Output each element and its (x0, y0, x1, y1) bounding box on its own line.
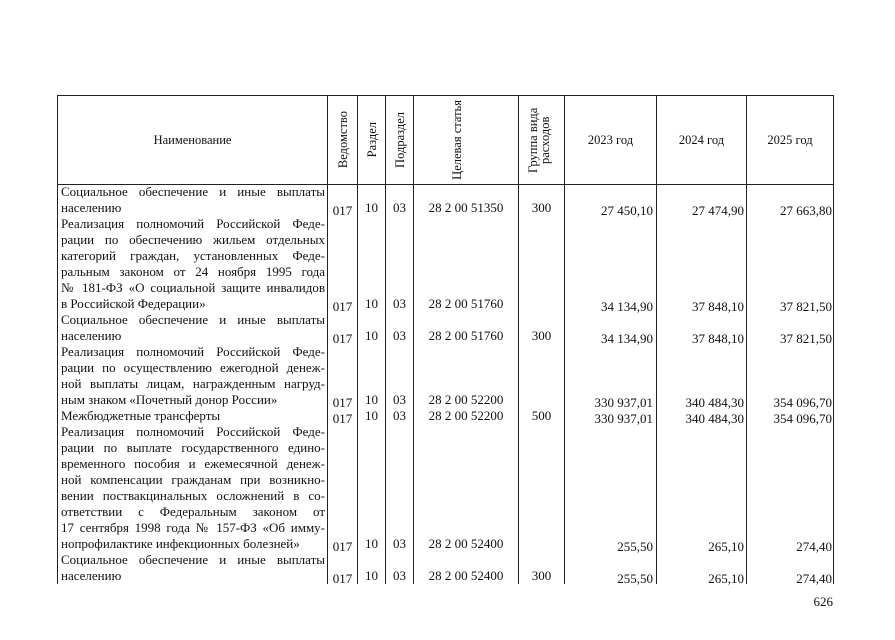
cell-cs: 28 2 00 52400 (428, 536, 504, 551)
row-name (61, 312, 325, 344)
row-name (61, 184, 325, 216)
cell-cs: 28 2 00 52400 (428, 568, 504, 583)
cell-pod: 03 (393, 536, 406, 551)
column-divider (656, 184, 657, 584)
header-podrazdel (386, 96, 414, 184)
cell-ved: 017 (332, 539, 353, 554)
column-divider (518, 184, 519, 584)
header-celevaya (414, 96, 519, 184)
page-number: 626 (813, 594, 833, 609)
column-divider (357, 184, 358, 584)
cell-cs: 28 2 00 52200 (428, 408, 504, 423)
header-2025-label: 2025 год (767, 132, 813, 147)
header-razdel-label: Раздел (364, 122, 379, 158)
cell-raz: 10 (365, 392, 378, 407)
cell-v2025: 274,40 (796, 539, 832, 554)
header-vedomstvo (328, 96, 358, 184)
cell-v2024: 37 848,10 (692, 299, 744, 314)
cell-pod: 03 (393, 408, 406, 423)
row-name-line: населению (61, 200, 122, 215)
header-razdel (358, 96, 386, 184)
row-name-line: ральным законом от 24 ноября 1995 года (61, 264, 325, 279)
header-vedomstvo-label: Ведомство (335, 111, 350, 169)
cell-pod: 03 (393, 568, 406, 583)
cell-v2025: 27 663,80 (780, 203, 832, 218)
row-name-line: ным знаком «Почетный донор России» (61, 392, 278, 407)
header-2025 (747, 96, 833, 184)
cell-raz: 10 (365, 296, 378, 311)
cell-raz: 10 (365, 200, 378, 215)
cell-v2023: 34 134,90 (601, 299, 653, 314)
cell-ved: 017 (332, 411, 353, 426)
cell-v2025: 274,40 (796, 571, 832, 586)
cell-cs: 28 2 00 52200 (428, 392, 504, 407)
row-name-line: рации по обеспечению жильем отдельных (61, 232, 325, 247)
cell-gr: 500 (531, 408, 552, 423)
header-2023-label: 2023 год (587, 132, 634, 147)
row-name-line: нопрофилактике инфекционных болезней» (61, 536, 300, 551)
column-divider (746, 184, 747, 584)
row-name-line: в Российской Федерации» (61, 296, 206, 311)
row-name-line: № 181-ФЗ «О социальной защите инвалидов (61, 280, 325, 295)
cell-raz: 10 (365, 328, 378, 343)
cell-ved: 017 (332, 395, 353, 410)
header-2024 (657, 96, 747, 184)
column-divider (327, 184, 328, 584)
row-name-line: Социальное обеспечение и иные выплаты (61, 312, 325, 327)
row-name-line: Межбюджетные трансферты (61, 408, 221, 423)
header-gruppa (519, 96, 565, 184)
cell-v2025: 354 096,70 (773, 395, 832, 410)
cell-pod: 03 (393, 392, 406, 407)
row-name-line: Социальное обеспечение и иные выплаты (61, 552, 325, 567)
column-divider (564, 184, 565, 584)
cell-gr: 300 (531, 328, 552, 343)
cell-v2025: 37 821,50 (780, 299, 832, 314)
header-gruppa-label: Группа вида расходов (525, 107, 552, 173)
row-name-line: временного пособия и ежемесячной денеж- (61, 456, 325, 471)
row-name (61, 344, 325, 408)
cell-v2023: 330 937,01 (594, 395, 653, 410)
cell-ved: 017 (332, 203, 353, 218)
table-body (57, 184, 834, 584)
row-name-line: Реализация полномочий Российской Феде- (61, 424, 325, 439)
cell-v2024: 340 484,30 (685, 395, 744, 410)
cell-pod: 03 (393, 328, 406, 343)
header-name-label: Наименование (153, 132, 232, 147)
cell-pod: 03 (393, 296, 406, 311)
row-name-line: категорий граждан, установленных Феде- (61, 248, 325, 263)
cell-raz: 10 (365, 536, 378, 551)
cell-v2023: 330 937,01 (594, 411, 653, 426)
row-name-line: рации по выплате государственного едино- (61, 440, 325, 455)
cell-gr: 300 (531, 200, 552, 215)
table-header (57, 95, 834, 185)
row-name-line: вении поствакцинальных осложнений в со- (61, 488, 325, 503)
header-podrazdel-label: Подраздел (392, 112, 407, 168)
header-celevaya-label: Целевая статья (450, 100, 464, 180)
cell-v2024: 265,10 (708, 539, 744, 554)
cell-raz: 10 (365, 568, 378, 583)
row-name-line: ной компенсации гражданам при возникно- (61, 472, 325, 487)
cell-v2023: 27 450,10 (601, 203, 653, 218)
cell-ved: 017 (332, 571, 353, 586)
header-2024-label: 2024 год (678, 132, 725, 147)
cell-v2024: 37 848,10 (692, 331, 744, 346)
row-name (61, 552, 325, 584)
row-name (61, 408, 325, 424)
column-divider (413, 184, 414, 584)
row-name-line: ной выплаты лицам, награжденным нагруд- (61, 376, 325, 391)
cell-ved: 017 (332, 331, 353, 346)
row-name-line: Реализация полномочий Российской Феде- (61, 344, 325, 359)
cell-v2023: 255,50 (617, 539, 653, 554)
row-name-line: 17 сентября 1998 года № 157-ФЗ «Об имму- (61, 520, 325, 535)
cell-v2024: 340 484,30 (685, 411, 744, 426)
header-name (58, 96, 328, 184)
row-name-line: населению (61, 328, 122, 343)
cell-cs: 28 2 00 51760 (428, 296, 504, 311)
row-name (61, 424, 325, 552)
cell-v2023: 34 134,90 (601, 331, 653, 346)
header-2023 (565, 96, 657, 184)
row-name-line: населению (61, 568, 122, 583)
cell-ved: 017 (332, 299, 353, 314)
column-divider (385, 184, 386, 584)
cell-raz: 10 (365, 408, 378, 423)
cell-v2025: 354 096,70 (773, 411, 832, 426)
row-name-line: рации по осуществлению ежегодной денеж- (61, 360, 325, 375)
cell-cs: 28 2 00 51760 (428, 328, 504, 343)
cell-gr: 300 (531, 568, 552, 583)
cell-v2024: 27 474,90 (692, 203, 744, 218)
cell-v2023: 255,50 (617, 571, 653, 586)
cell-v2025: 37 821,50 (780, 331, 832, 346)
cell-v2024: 265,10 (708, 571, 744, 586)
row-name-line: ответствии с Федеральным законом от (61, 504, 325, 519)
cell-cs: 28 2 00 51350 (428, 200, 504, 215)
cell-pod: 03 (393, 200, 406, 215)
row-name (61, 216, 325, 312)
row-name-line: Реализация полномочий Российской Феде- (61, 216, 325, 231)
row-name-line: Социальное обеспечение и иные выплаты (61, 184, 325, 199)
